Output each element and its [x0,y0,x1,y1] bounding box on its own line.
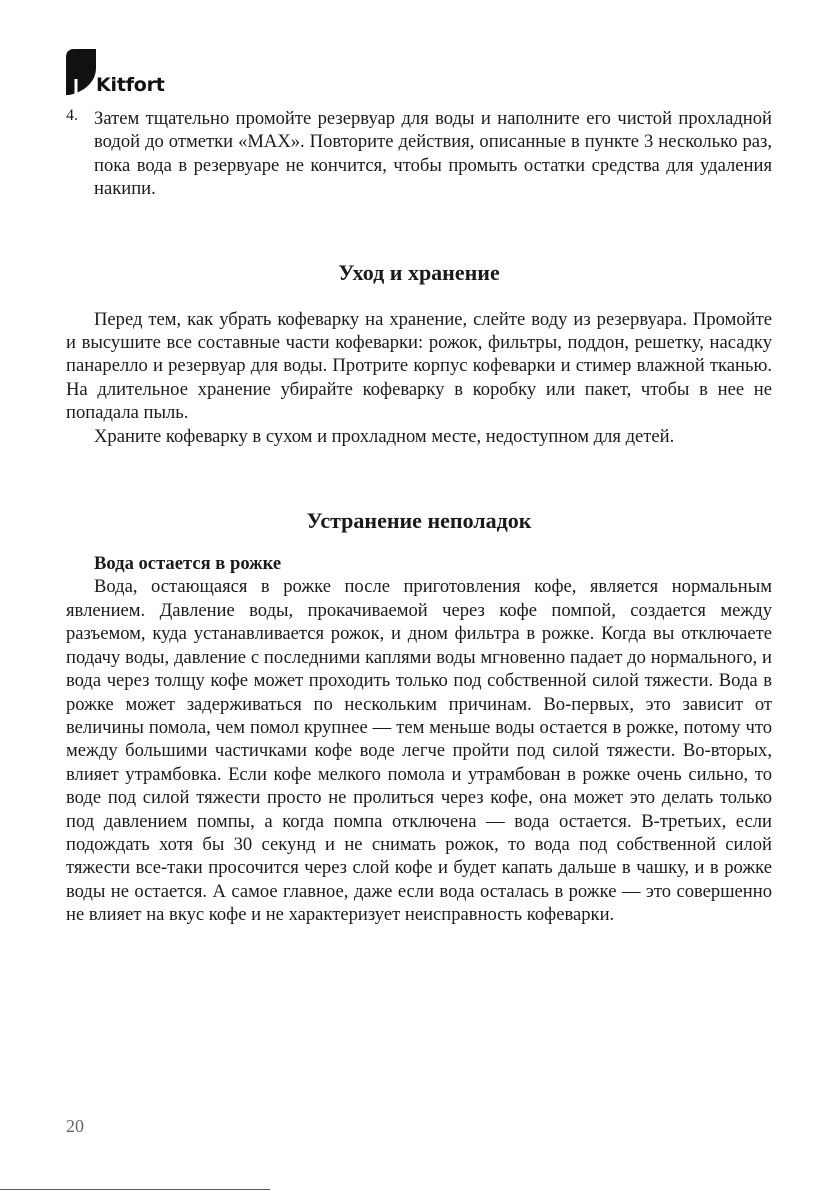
care-paragraph-1: Перед тем, как убрать кофеварку на хранение, слейте воду из резервуара. Промойте и высушите все составные части кофеварки: рожок, фильтры, поддон, решетку, насадку панарелло и резервуар для воды. Протрите корпус кофеварки и стимер влажной тканью. На длительное хранение убирайте кофеварку в коробку или пакет, чтобы в нее не попадала пыль. [66,308,772,424]
step-number: 4. [66,107,78,124]
troubleshooting-body: Вода, остающаяся в рожке после приготовления кофе, является нормальным явлением. Давление воды, прокачиваемой через кофе помпой, создается между разъемом, куда устанавливается рожок, и дном фильтра в рожке. Когда вы отключаете подачу воды, давление с последними каплями воды мгновенно падает до нормального, и вода через толщу кофе может проходить только под собственной силой тяжести. Вода в рожке может задерживаться по нескольким причинам. Во-первых, это зависит от величины помола, чем помол крупнее — тем меньше воды остается в рожке, потому что между большими частичками кофе воде легче пройти под силой тяжести. Во-вторых, влияет утрамбовка. Если кофе мелкого помола и утрамбован в рожке очень сильно, то воде под силой тяжести просто не пролиться через кофе, она может это делать только под давлением помпы, а когда помпа отключена — вода остается. В-третьих, если подождать хотя бы 30 секунд и не снимать рожок, то вода под собственной силой тяжести все-таки просочится через слой кофе и будет капать дальше в чашку, и в рожке воды не остается. А самое главное, даже если вода осталась в рожке — это совершенно не влияет на вкус кофе и не характеризует неисправность кофеварки. [66,576,772,926]
kitfort-logo-icon [66,49,96,95]
page-content [66,107,772,927]
section-title-care: Уход и хранение [338,259,500,285]
step-4 [66,107,772,201]
brand-logo [66,49,186,95]
brand-name: Kitfort [96,74,165,96]
page-number: 20 [66,1116,84,1136]
step-text: Затем тщательно промойте резервуар для воды и наполните его чистой прохладной водой до отметки «MAX». Повторите действия, описанные в пункте 3 несколько раз, пока вода в резервуаре не кончится, чтобы промыть остатки средства для удаления накипи. [94,108,772,200]
troubleshooting-subheading: Вода остается в рожке [94,553,282,575]
bottom-rule [0,1189,270,1190]
section-title-troubleshooting: Устранение неполадок [306,508,532,534]
care-paragraph-2: Храните кофеварку в сухом и прохладном месте, недоступном для детей. [94,425,675,447]
